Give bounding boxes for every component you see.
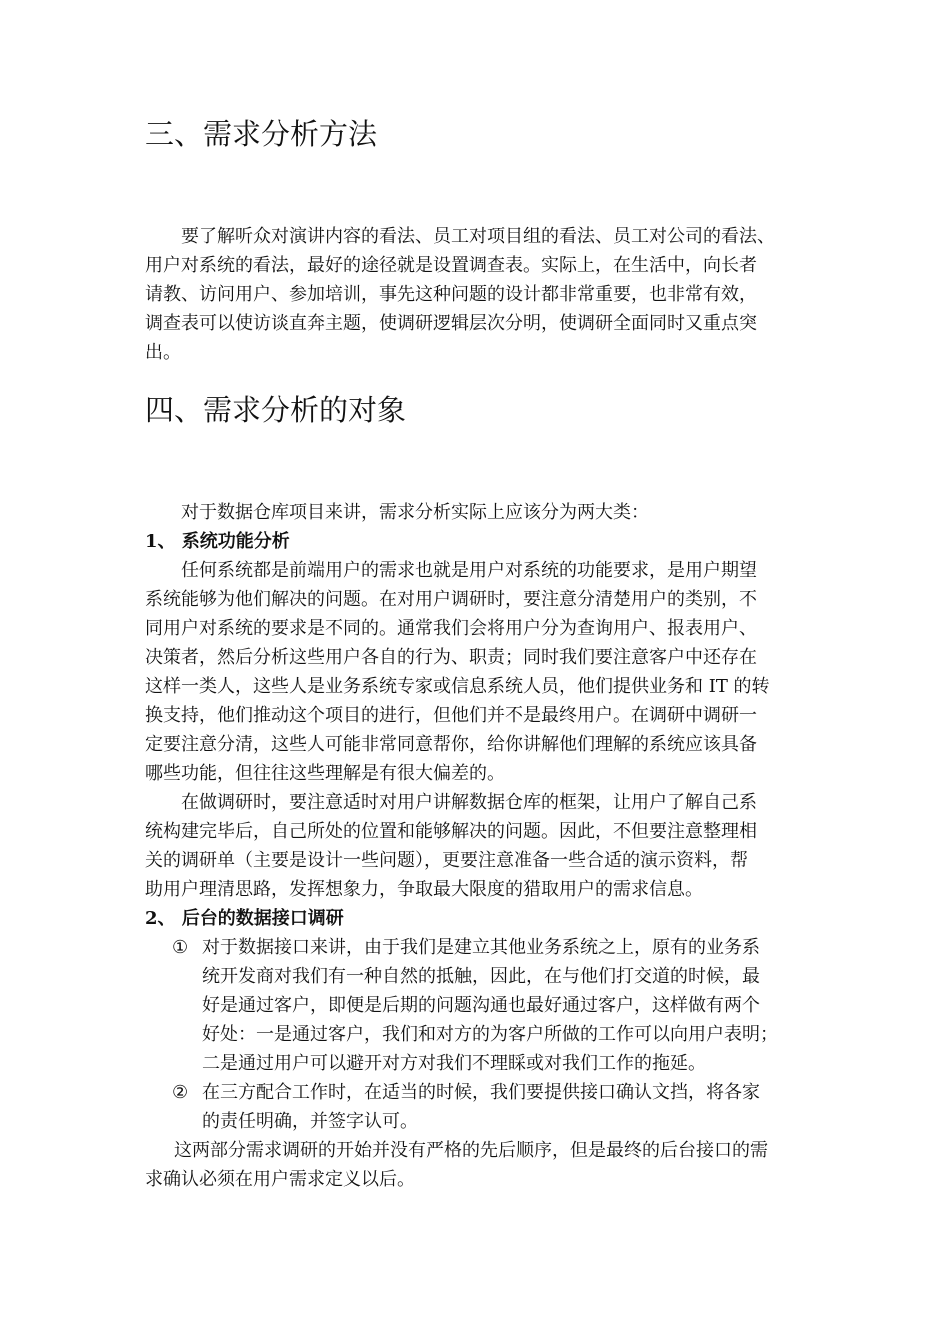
text-line: 二是通过用户可以避开对方对我们不理睬或对我们工作的拖延。 [202, 1053, 706, 1074]
circled-two-marker: ② [172, 1082, 189, 1103]
text-line: 决策者，然后分析这些用户各自的行为、职责；同时我们要注意客户中还存在 [145, 647, 757, 668]
text-line: 请教、访问用户、参加培训，事先这种问题的设计都非常重要，也非常有效， [145, 284, 757, 305]
text-line: 在三方配合工作时，在适当的时候，我们要提供接口确认文挡，将各家 [202, 1082, 760, 1103]
text-line: 关的调研单（主要是设计一些问题），更要注意准备一些合适的演示资料，帮 [145, 850, 748, 871]
item-2-title: 2、 后台的数据接口调研 [145, 908, 344, 929]
text-line: 换支持，他们推动这个项目的进行，但他们并不是最终用户。在调研中调研一 [145, 705, 757, 726]
text-line: 在做调研时，要注意适时对用户讲解数据仓库的框架，让用户了解自己系 [181, 792, 757, 813]
text-line: 对于数据接口来讲，由于我们是建立其他业务系统之上，原有的业务系 [202, 937, 760, 958]
text-line: 的责任明确，并签字认可。 [202, 1111, 418, 1132]
text-line: 统构建完毕后，自己所处的位置和能够解决的问题。因此，不但要注意整理相 [145, 821, 757, 842]
text-line: 好是通过客户，即便是后期的问题沟通也最好通过客户，这样做有两个 [202, 995, 760, 1016]
section-4-heading: 四、需求分析的对象 [145, 393, 407, 427]
text-line: 出。 [145, 342, 181, 363]
item-1-title: 1、 系统功能分析 [145, 531, 290, 552]
section-4-intro: 对于数据仓库项目来讲，需求分析实际上应该分为两大类： [181, 502, 649, 523]
text-line: 同用户对系统的要求是不同的。通常我们会将用户分为查询用户、报表用户、 [145, 618, 757, 639]
text-line: 这样一类人，这些人是业务系统专家或信息系统人员，他们提供业务和 IT 的转 [145, 676, 770, 697]
section-3-heading: 三、需求分析方法 [145, 117, 378, 151]
text-line: 系统能够为他们解决的问题。在对用户调研时，要注意分清楚用户的类别，不 [145, 589, 757, 610]
text-line: 助用户理清思路，发挥想象力，争取最大限度的猎取用户的需求信息。 [145, 879, 703, 900]
text-line: 任何系统都是前端用户的需求也就是用户对系统的功能要求，是用户期望 [181, 560, 757, 581]
text-line: 调查表可以使访谈直奔主题，使调研逻辑层次分明，使调研全面同时又重点突 [145, 313, 757, 334]
text-line: 哪些功能，但往往这些理解是有很大偏差的。 [145, 763, 505, 784]
text-line: 好处：一是通过客户，我们和对方的为客户所做的工作可以向用户表明； [202, 1024, 778, 1045]
text-line: 这两部分需求调研的开始并没有严格的先后顺序，但是最终的后台接口的需 [174, 1140, 768, 1161]
text-line: 用户对系统的看法，最好的途径就是设置调查表。实际上，在生活中，向长者 [145, 255, 757, 276]
text-line: 统开发商对我们有一种自然的抵触，因此，在与他们打交道的时候，最 [202, 966, 760, 987]
text-line: 求确认必须在用户需求定义以后。 [145, 1169, 415, 1190]
text-line: 要了解听众对演讲内容的看法、员工对项目组的看法、员工对公司的看法、 [181, 226, 775, 247]
circled-one-marker: ① [172, 937, 189, 958]
text-line: 定要注意分清，这些人可能非常同意帮你，给你讲解他们理解的系统应该具备 [145, 734, 757, 755]
